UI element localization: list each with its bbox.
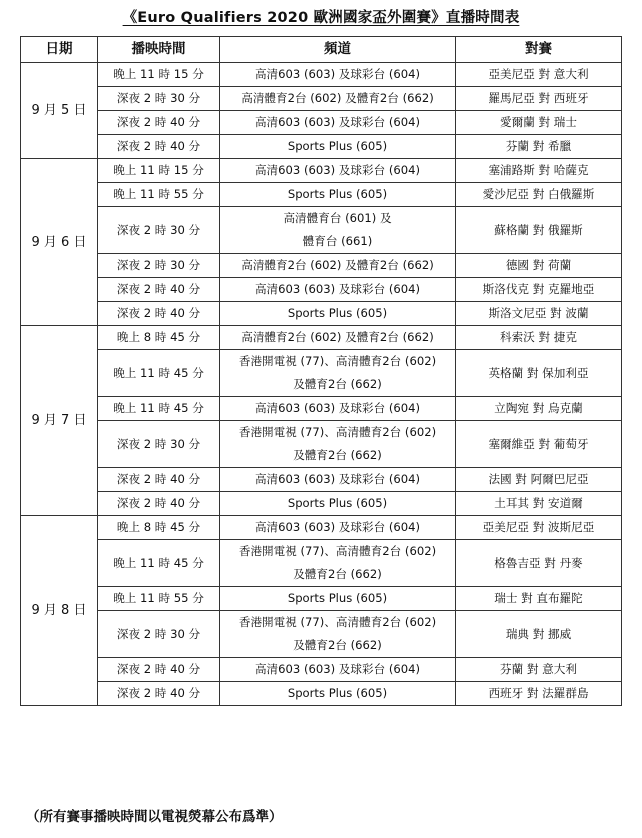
channel-line: 及體育2台 (662) (293, 448, 382, 462)
match-cell: 羅馬尼亞 對 西班牙 (456, 87, 622, 111)
match-cell: 芬蘭 對 意大利 (456, 658, 622, 682)
table-row (21, 350, 622, 397)
channel-line: 及體育2台 (662) (293, 377, 382, 391)
match-cell: 立陶宛 對 烏克蘭 (456, 397, 622, 421)
broadcast-time-cell: 深夜 2 時 40 分 (98, 278, 220, 302)
channel-line: Sports Plus (605) (287, 139, 388, 153)
channel-cell (220, 350, 456, 397)
table-row (21, 326, 622, 350)
channel-line: 高清603 (603) 及球彩台 (604) (254, 282, 421, 296)
table-row (21, 159, 622, 183)
channel-cell (220, 278, 456, 302)
channel-line: 高清體育2台 (602) 及體育2台 (662) (241, 330, 434, 344)
broadcast-time-cell: 深夜 2 時 40 分 (98, 135, 220, 159)
match-cell: 亞美尼亞 對 意大利 (456, 63, 622, 87)
schedule-title: 《Euro Qualifiers 2020 歐洲國家盃外圍賽》直播時間表 (122, 10, 520, 26)
header-broadcast-time: 播映時間 (98, 37, 220, 63)
match-cell: 瑞典 對 挪威 (456, 611, 622, 658)
channel-cell (220, 468, 456, 492)
table-row (21, 135, 622, 159)
date-cell: 9 月 7 日 (21, 326, 98, 516)
channel-cell (220, 302, 456, 326)
broadcast-time-cell: 晚上 11 時 55 分 (98, 183, 220, 207)
schedule-body (21, 63, 622, 706)
broadcast-time-cell: 晚上 11 時 15 分 (98, 63, 220, 87)
match-cell: 格魯吉亞 對 丹麥 (456, 540, 622, 587)
match-cell: 愛沙尼亞 對 白俄羅斯 (456, 183, 622, 207)
channel-cell (220, 183, 456, 207)
broadcast-time-cell: 深夜 2 時 40 分 (98, 658, 220, 682)
table-row (21, 397, 622, 421)
table-row (21, 87, 622, 111)
channel-cell (220, 111, 456, 135)
table-row (21, 183, 622, 207)
channel-line: 香港開電視 (77)、高清體育2台 (602) (238, 425, 437, 439)
match-cell: 法國 對 阿爾巴尼亞 (456, 468, 622, 492)
channel-line: 體育台 (661) (302, 234, 373, 248)
channel-line: 香港開電視 (77)、高清體育2台 (602) (238, 354, 437, 368)
channel-cell (220, 63, 456, 87)
table-row (21, 611, 622, 658)
channel-cell (220, 682, 456, 706)
channel-line: 高清體育台 (601) 及 (283, 211, 392, 225)
broadcast-time-cell: 深夜 2 時 40 分 (98, 492, 220, 516)
date-cell: 9 月 5 日 (21, 63, 98, 159)
broadcast-time-cell: 晚上 11 時 15 分 (98, 159, 220, 183)
match-cell: 科索沃 對 捷克 (456, 326, 622, 350)
channel-line: Sports Plus (605) (287, 187, 388, 201)
broadcast-time-cell: 深夜 2 時 40 分 (98, 682, 220, 706)
channel-line: 高清603 (603) 及球彩台 (604) (254, 163, 421, 177)
broadcast-time-cell: 深夜 2 時 40 分 (98, 468, 220, 492)
broadcast-time-cell: 晚上 11 時 45 分 (98, 350, 220, 397)
channel-cell (220, 87, 456, 111)
table-row (21, 468, 622, 492)
match-cell: 塞浦路斯 對 哈薩克 (456, 159, 622, 183)
broadcast-time-cell: 晚上 11 時 45 分 (98, 540, 220, 587)
channel-line: 高清603 (603) 及球彩台 (604) (254, 520, 421, 534)
channel-cell (220, 135, 456, 159)
broadcast-time-cell: 晚上 8 時 45 分 (98, 516, 220, 540)
match-cell: 芬蘭 對 希臘 (456, 135, 622, 159)
channel-line: Sports Plus (605) (287, 686, 388, 700)
channel-cell (220, 159, 456, 183)
broadcast-schedule-table (20, 36, 622, 706)
match-cell: 塞爾維亞 對 葡萄牙 (456, 421, 622, 468)
channel-line: Sports Plus (605) (287, 496, 388, 510)
broadcast-time-cell: 深夜 2 時 30 分 (98, 421, 220, 468)
channel-cell (220, 397, 456, 421)
channel-cell (220, 611, 456, 658)
channel-line: 高清體育2台 (602) 及體育2台 (662) (241, 91, 434, 105)
table-header-row (21, 37, 622, 63)
match-cell: 德國 對 荷蘭 (456, 254, 622, 278)
match-cell: 蘇格蘭 對 俄羅斯 (456, 207, 622, 254)
channel-line: 及體育2台 (662) (293, 638, 382, 652)
table-row (21, 278, 622, 302)
broadcast-time-cell: 深夜 2 時 40 分 (98, 302, 220, 326)
broadcast-time-cell: 晚上 8 時 45 分 (98, 326, 220, 350)
table-row (21, 492, 622, 516)
table-row (21, 63, 622, 87)
channel-cell (220, 540, 456, 587)
broadcast-time-cell: 晚上 11 時 55 分 (98, 587, 220, 611)
match-cell: 土耳其 對 安道爾 (456, 492, 622, 516)
channel-cell (220, 658, 456, 682)
broadcast-time-cell: 深夜 2 時 40 分 (98, 111, 220, 135)
table-row (21, 682, 622, 706)
broadcast-time-cell: 深夜 2 時 30 分 (98, 207, 220, 254)
broadcast-time-cell: 深夜 2 時 30 分 (98, 611, 220, 658)
channel-cell (220, 516, 456, 540)
table-row (21, 658, 622, 682)
header-date: 日期 (21, 37, 98, 63)
header-channel: 頻道 (220, 37, 456, 63)
channel-cell (220, 421, 456, 468)
header-match: 對賽 (456, 37, 622, 63)
channel-cell (220, 207, 456, 254)
match-cell: 英格蘭 對 保加利亞 (456, 350, 622, 397)
channel-line: 及體育2台 (662) (293, 567, 382, 581)
match-cell: 亞美尼亞 對 波斯尼亞 (456, 516, 622, 540)
channel-line: 高清603 (603) 及球彩台 (604) (254, 401, 421, 415)
match-cell: 西班牙 對 法羅群島 (456, 682, 622, 706)
date-cell: 9 月 6 日 (21, 159, 98, 326)
table-row (21, 207, 622, 254)
broadcast-time-cell: 深夜 2 時 30 分 (98, 87, 220, 111)
table-row (21, 540, 622, 587)
channel-line: 香港開電視 (77)、高清體育2台 (602) (238, 544, 437, 558)
table-row (21, 587, 622, 611)
channel-cell (220, 254, 456, 278)
table-row (21, 421, 622, 468)
channel-line: 高清603 (603) 及球彩台 (604) (254, 472, 421, 486)
channel-line: 高清603 (603) 及球彩台 (604) (254, 67, 421, 81)
channel-line: 高清603 (603) 及球彩台 (604) (254, 662, 421, 676)
broadcast-time-cell: 晚上 11 時 45 分 (98, 397, 220, 421)
table-row (21, 111, 622, 135)
channel-cell (220, 587, 456, 611)
match-cell: 斯洛文尼亞 對 波蘭 (456, 302, 622, 326)
match-cell: 愛爾蘭 對 瑞士 (456, 111, 622, 135)
channel-line: 香港開電視 (77)、高清體育2台 (602) (238, 615, 437, 629)
channel-line: 高清體育2台 (602) 及體育2台 (662) (241, 258, 434, 272)
table-row (21, 516, 622, 540)
table-row (21, 302, 622, 326)
channel-line: Sports Plus (605) (287, 306, 388, 320)
channel-line: 高清603 (603) 及球彩台 (604) (254, 115, 421, 129)
match-cell: 斯洛伐克 對 克羅地亞 (456, 278, 622, 302)
channel-cell (220, 492, 456, 516)
date-cell: 9 月 8 日 (21, 516, 98, 706)
table-row (21, 254, 622, 278)
broadcast-time-cell: 深夜 2 時 30 分 (98, 254, 220, 278)
match-cell: 瑞士 對 直布羅陀 (456, 587, 622, 611)
channel-line: Sports Plus (605) (287, 591, 388, 605)
channel-cell (220, 326, 456, 350)
footnote: （所有賽事播映時間以電視熒幕公布爲準） (26, 809, 283, 825)
